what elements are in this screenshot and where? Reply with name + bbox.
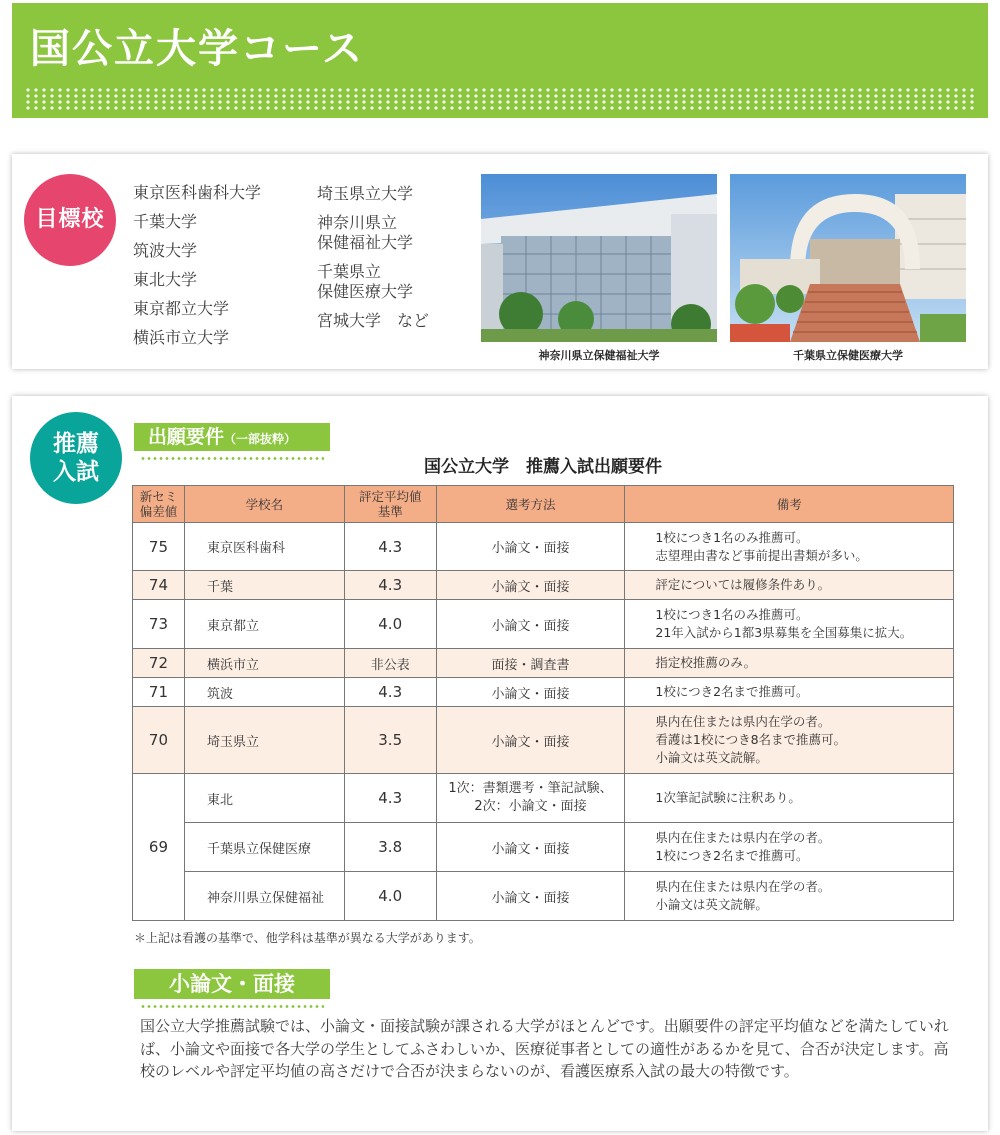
- deviation-cell: 72: [133, 649, 185, 678]
- method-cell: 小論文・面接: [436, 600, 625, 649]
- page-title: 国公立大学コース: [30, 26, 364, 72]
- method-cell: 面接・調査書: [436, 649, 625, 678]
- gpa-cell: 4.3: [344, 523, 436, 571]
- method-cell: 小論文・面接: [436, 523, 625, 571]
- campus-photo-kanagawa: [481, 174, 717, 342]
- method-cell: 小論文・面接: [436, 571, 625, 600]
- header-dots: [24, 106, 976, 110]
- school-cell: 神奈川県立保健福祉: [184, 872, 344, 921]
- method-cell: 小論文・面接: [436, 678, 625, 707]
- table-row: [133, 600, 954, 649]
- gpa-cell: 4.0: [344, 600, 436, 649]
- school-cell: 東北: [184, 774, 344, 823]
- deviation-cell: 70: [133, 707, 185, 774]
- deviation-cell: 71: [133, 678, 185, 707]
- table-header-row: [133, 486, 954, 523]
- col-notes: 備考: [625, 486, 954, 523]
- table-row: [133, 523, 954, 571]
- deviation-cell: 75: [133, 523, 185, 571]
- target-school: 東北大学: [133, 270, 198, 289]
- target-school: 横浜市立大学: [133, 328, 230, 347]
- school-cell: 東京医科歯科: [184, 523, 344, 571]
- col-school: 学校名: [184, 486, 344, 523]
- school-cell: 横浜市立: [184, 649, 344, 678]
- label-underline: [140, 1005, 324, 1008]
- table-footnote: ＊上記は看護の基準で、他学科は基準が異なる大学があります。: [134, 931, 481, 945]
- essay-interview-label: 小論文・面接: [134, 969, 330, 999]
- header-dots: [24, 88, 976, 92]
- target-school: 東京医科歯科大学: [133, 183, 262, 202]
- target-schools-badge: 目標校: [24, 174, 116, 266]
- table-row: [133, 872, 954, 921]
- deviation-cell: 73: [133, 600, 185, 649]
- requirements-table: [132, 485, 954, 921]
- notes-cell: 1校につき2名まで推薦可。: [625, 678, 954, 707]
- target-school: 筑波大学: [133, 241, 198, 260]
- notes-cell: 1次筆記試験に注釈あり。: [625, 774, 954, 823]
- notes-cell: 県内在住または県内在学の者。 1校につき2名まで推薦可。: [625, 823, 954, 872]
- target-school: 宮城大学 など: [317, 311, 430, 330]
- gpa-cell: 4.0: [344, 872, 436, 921]
- photo-caption: 神奈川県立保健福祉大学: [538, 349, 660, 362]
- col-deviation: 新セミ 偏差値: [133, 486, 185, 523]
- gpa-cell: 3.8: [344, 823, 436, 872]
- target-school: 千葉県立 保健医療大学: [317, 262, 414, 301]
- target-school: 神奈川県立 保健福祉大学: [317, 213, 414, 252]
- gpa-cell: 4.3: [344, 571, 436, 600]
- table-row: [133, 571, 954, 600]
- col-gpa: 評定平均値 基準: [344, 486, 436, 523]
- target-school-list-1: [133, 178, 261, 352]
- gpa-cell: 4.3: [344, 678, 436, 707]
- method-cell: 小論文・面接: [436, 872, 625, 921]
- gpa-cell: 3.5: [344, 707, 436, 774]
- gpa-cell: 非公表: [344, 649, 436, 678]
- table-row: [133, 707, 954, 774]
- header-dots: [24, 94, 976, 98]
- essay-interview-text: 国公立大学推薦試験では、小論文・面接試験が課される大学がほとんどです。出願要件の評定平均値などを満たしていれば、小論文や面接で各大学の学生としてふさわしいか、医療従事者としての適性があるかを見て、合否が決定します。高校のレベルや評定平均値の高さだけで合否が決まらないのが、看護医療系入試の最大の特徴です。: [140, 1017, 949, 1080]
- table-row: [133, 823, 954, 872]
- target-school: 埼玉県立大学: [317, 184, 414, 203]
- method-cell: 小論文・面接: [436, 707, 625, 774]
- header-dots: [24, 100, 976, 104]
- method-cell: 1次：書類選考・筆記試験、 2次：小論文・面接: [436, 774, 625, 823]
- deviation-cell: 69: [133, 774, 185, 921]
- gpa-cell: 4.3: [344, 774, 436, 823]
- target-school-list-2: [317, 184, 429, 340]
- school-cell: 千葉: [184, 571, 344, 600]
- table-row: [133, 649, 954, 678]
- page-header: [12, 3, 988, 118]
- requirements-label: 出願要件（一部抜粋）: [134, 423, 330, 451]
- school-cell: 東京都立: [184, 600, 344, 649]
- school-cell: 埼玉県立: [184, 707, 344, 774]
- campus-photo-chiba: [730, 174, 966, 342]
- school-cell: 筑波: [184, 678, 344, 707]
- col-method: 選考方法: [436, 486, 625, 523]
- table-row: [133, 678, 954, 707]
- photo-caption: 千葉県立保健医療大学: [793, 349, 903, 362]
- notes-cell: 1校につき1名のみ推薦可。 志望理由書など事前提出書類が多い。: [625, 523, 954, 571]
- deviation-cell: 74: [133, 571, 185, 600]
- notes-cell: 指定校推薦のみ。: [625, 649, 954, 678]
- method-cell: 小論文・面接: [436, 823, 625, 872]
- table-title: 国公立大学 推薦入試出願要件: [424, 457, 662, 477]
- notes-cell: 1校につき1名のみ推薦可。 21年入試から1都3県募集を全国募集に拡大。: [625, 600, 954, 649]
- school-cell: 千葉県立保健医療: [184, 823, 344, 872]
- notes-cell: 評定については履修条件あり。: [625, 571, 954, 600]
- target-school: 東京都立大学: [133, 299, 230, 318]
- recommendation-badge: 推薦 入試: [30, 412, 122, 504]
- target-school: 千葉大学: [133, 212, 198, 231]
- notes-cell: 県内在住または県内在学の者。 看護は1校につき8名まで推薦可。 小論文は英文読解。: [625, 707, 954, 774]
- table-row: [133, 774, 954, 823]
- notes-cell: 県内在住または県内在学の者。 小論文は英文読解。: [625, 872, 954, 921]
